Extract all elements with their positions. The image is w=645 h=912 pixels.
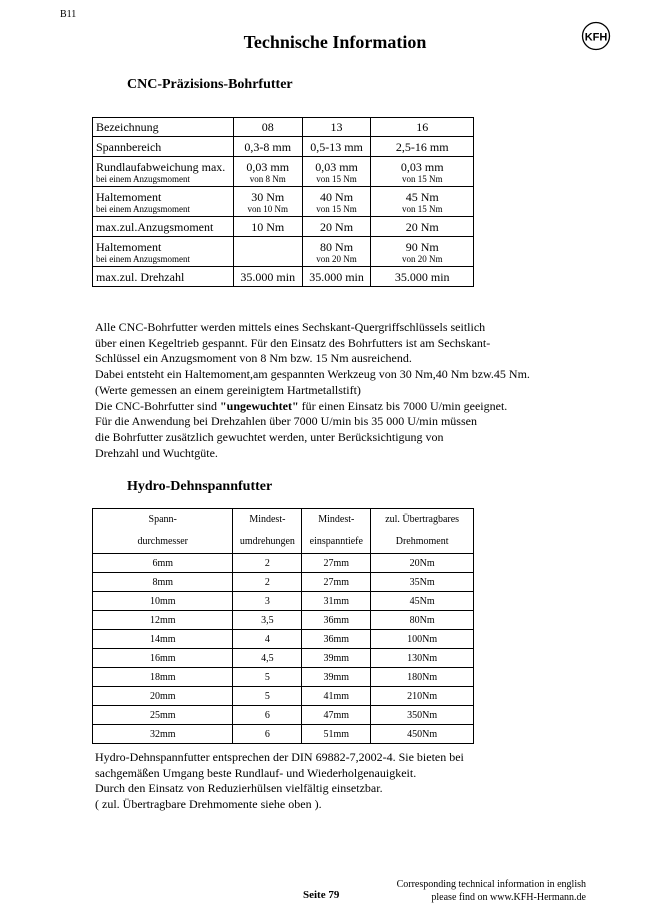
table-header-row [93,509,474,532]
value-sub: von 15 Nm [316,203,357,214]
value-cell [371,157,474,187]
value-main: 35.000 min [240,269,296,284]
english-info-note [380,878,586,904]
page-code: B11 [60,9,77,20]
kfh-logo [581,21,611,51]
cnc-text-line-bold [95,399,555,415]
cnc-text-line: über einen Kegeltrieb gespannt. Für den Einsatz des Bohrfutters ist am Sechskant- [95,335,491,350]
value-cell [233,217,302,237]
value-cell: 4,5 [233,649,302,668]
value-main: 2,5-16 mm [395,139,449,154]
value-cell: 16mm [93,649,233,668]
label-main: max.zul.Anzugsmoment [96,219,214,234]
logo-text: KFH [584,31,608,44]
value-cell: 5 [233,668,302,687]
hydro-text-line: Hydro-Dehnspannfutter entsprechen der DIN 69882-7,2002-4. Sie bieten bei [95,750,464,764]
header-cell: umdrehungen [233,531,302,554]
header-cell: zul. Übertragbares [371,509,474,532]
cnc-text-line: die Bohrfutter zusätzlich gewuchtet werden, unter Berücksichtigung von [95,429,444,444]
cnc-text-line: Drehzahl und Wuchtgüte. [95,445,218,460]
value-cell [302,237,371,267]
label-main: Haltemoment [96,189,162,204]
text-fragment: für einen Einsatz bis 7000 U/min geeignet. [298,398,508,413]
value-main: 0,3-8 mm [244,139,292,154]
value-cell [302,157,371,187]
value-cell [371,187,474,217]
value-cell [371,137,474,157]
value-cell: 4 [233,630,302,649]
value-cell: 51mm [302,725,371,744]
table-row [93,137,474,157]
value-cell: 450Nm [371,725,474,744]
header-cell: 13 [302,118,371,137]
hydro-spec-table [92,508,474,744]
value-main: 0,03 mm [315,159,358,174]
value-cell: 8mm [93,573,233,592]
text-fragment: Die CNC-Bohrfutter sind [95,398,220,413]
label-main: Spannbereich [96,139,162,154]
hydro-heading: Hydro-Dehnspannfutter [127,479,273,494]
bold-term: "ungewuchtet" [220,398,299,413]
value-cell [302,217,371,237]
value-main: 90 Nm [405,239,439,254]
value-cell [233,157,302,187]
table-row [93,611,474,630]
table-row [93,554,474,573]
table-row [93,237,474,267]
value-cell [371,217,474,237]
value-cell: 180Nm [371,668,474,687]
label-main: Haltemoment [96,239,162,254]
value-cell: 32mm [93,725,233,744]
value-cell: 3 [233,592,302,611]
cnc-text-line: Dabei entsteht ein Haltemoment,am gespannten Werkzeug von 30 Nm,40 Nm bzw.45 Nm. [95,367,530,382]
label-sub: bei einem Anzugsmoment [96,203,190,214]
value-cell: 130Nm [371,649,474,668]
table-row [93,668,474,687]
value-main: 40 Nm [320,189,354,204]
cnc-description [95,320,555,461]
value-cell [302,187,371,217]
value-sub: von 8 Nm [249,173,286,184]
value-cell: 20Nm [371,554,474,573]
value-cell [371,267,474,287]
value-main: 35.000 min [309,269,364,284]
page-number: Seite 79 [303,889,340,901]
value-cell: 35Nm [371,573,474,592]
value-cell: 6 [233,706,302,725]
hydro-text-line: sachgemäßen Umgang beste Rundlauf- und Wiederholgenauigkeit. [95,765,417,780]
value-cell [233,267,302,287]
label-sub: bei einem Anzugsmoment [96,253,190,264]
cnc-text-line: (Werte gemessen an einem gereinigtem Hartmetallstift) [95,382,361,397]
row-label [93,217,234,237]
table-header-row [93,118,474,137]
hydro-description [95,750,515,813]
cnc-spec-table [92,117,474,287]
row-label [93,237,234,267]
value-cell: 2 [233,554,302,573]
value-sub: von 20 Nm [401,253,443,264]
header-cell: Mindest- [233,509,302,532]
value-main: 45 Nm [405,189,439,204]
value-cell: 27mm [302,554,371,573]
value-main: 20 Nm [405,219,439,234]
header-cell: Bezeichnung [93,118,234,137]
value-cell: 41mm [302,687,371,706]
value-main: 35.000 min [394,269,450,284]
header-cell: 16 [371,118,474,137]
header-cell: durchmesser [93,531,233,554]
value-cell [233,237,302,267]
cnc-text-line: Für die Anwendung bei Drehzahlen über 7000 U/min bis 35 000 U/min müssen [95,414,477,429]
row-label [93,187,234,217]
table-row [93,725,474,744]
value-cell: 80Nm [371,611,474,630]
value-sub: von 20 Nm [316,253,357,264]
table-row [93,573,474,592]
value-cell: 31mm [302,592,371,611]
value-cell: 3,5 [233,611,302,630]
value-main: 0,5-13 mm [310,139,363,154]
table-header-row [93,531,474,554]
table-row [93,649,474,668]
value-cell: 25mm [93,706,233,725]
value-main: 0,03 mm [246,159,290,174]
value-cell: 47mm [302,706,371,725]
hydro-text-line: ( zul. Übertragbare Drehmomente siehe oben ). [95,797,322,812]
value-cell: 12mm [93,611,233,630]
header-cell: Drehmoment [371,531,474,554]
note-line: Corresponding technical information in english [396,879,586,890]
header-cell: Spann- [93,509,233,532]
value-main: 80 Nm [320,239,354,254]
label-sub: bei einem Anzugsmoment [96,173,190,184]
cnc-heading: CNC-Präzisions-Bohrfutter [127,77,293,92]
value-cell: 210Nm [371,687,474,706]
hydro-text-line: Durch den Einsatz von Reduzierhülsen vielfältig einsetzbar. [95,781,383,796]
value-sub: von 15 Nm [401,203,443,214]
table-row [93,157,474,187]
header-cell: einspanntiefe [302,531,371,554]
value-sub: von 15 Nm [401,173,443,184]
cnc-text-line: Alle CNC-Bohrfutter werden mittels eines Sechskant-Quergriffschlüssels seitlich [95,320,486,334]
value-cell [302,137,371,157]
table-row [93,217,474,237]
value-cell: 10mm [93,592,233,611]
value-cell [302,267,371,287]
value-cell: 5 [233,687,302,706]
table-row [93,706,474,725]
value-cell: 39mm [302,649,371,668]
value-cell [371,237,474,267]
table-row [93,592,474,611]
value-cell: 100Nm [371,630,474,649]
value-cell: 18mm [93,668,233,687]
table-row [93,267,474,287]
label-main: max.zul. Drehzahl [96,269,185,284]
cnc-text-line: Schlüssel ein Anzugsmoment von 8 Nm bzw. 15 Nm ausreichend. [95,351,412,366]
value-main: 0,03 mm [400,159,444,174]
header-cell: 08 [233,118,302,137]
table-row [93,630,474,649]
value-main: 10 Nm [251,219,285,234]
value-cell: 14mm [93,630,233,649]
value-sub: von 10 Nm [247,203,289,214]
value-sub: von 15 Nm [316,173,357,184]
table-row [93,187,474,217]
value-cell [233,137,302,157]
value-main: 30 Nm [251,189,285,204]
row-label [93,267,234,287]
page-title: Technische Information [243,32,427,52]
value-cell [233,187,302,217]
row-label [93,137,234,157]
value-cell: 2 [233,573,302,592]
value-cell: 36mm [302,611,371,630]
value-cell: 36mm [302,630,371,649]
value-cell: 20mm [93,687,233,706]
header-cell: Mindest- [302,509,371,532]
value-cell: 27mm [302,573,371,592]
value-main: 20 Nm [320,219,354,234]
value-cell: 45Nm [371,592,474,611]
note-line: please find on www.KFH-Hermann.de [431,892,586,903]
label-main: Rundlaufabweichung max. [96,159,226,174]
value-cell: 350Nm [371,706,474,725]
value-cell: 6mm [93,554,233,573]
table-row [93,687,474,706]
value-cell: 39mm [302,668,371,687]
row-label [93,157,234,187]
value-cell: 6 [233,725,302,744]
